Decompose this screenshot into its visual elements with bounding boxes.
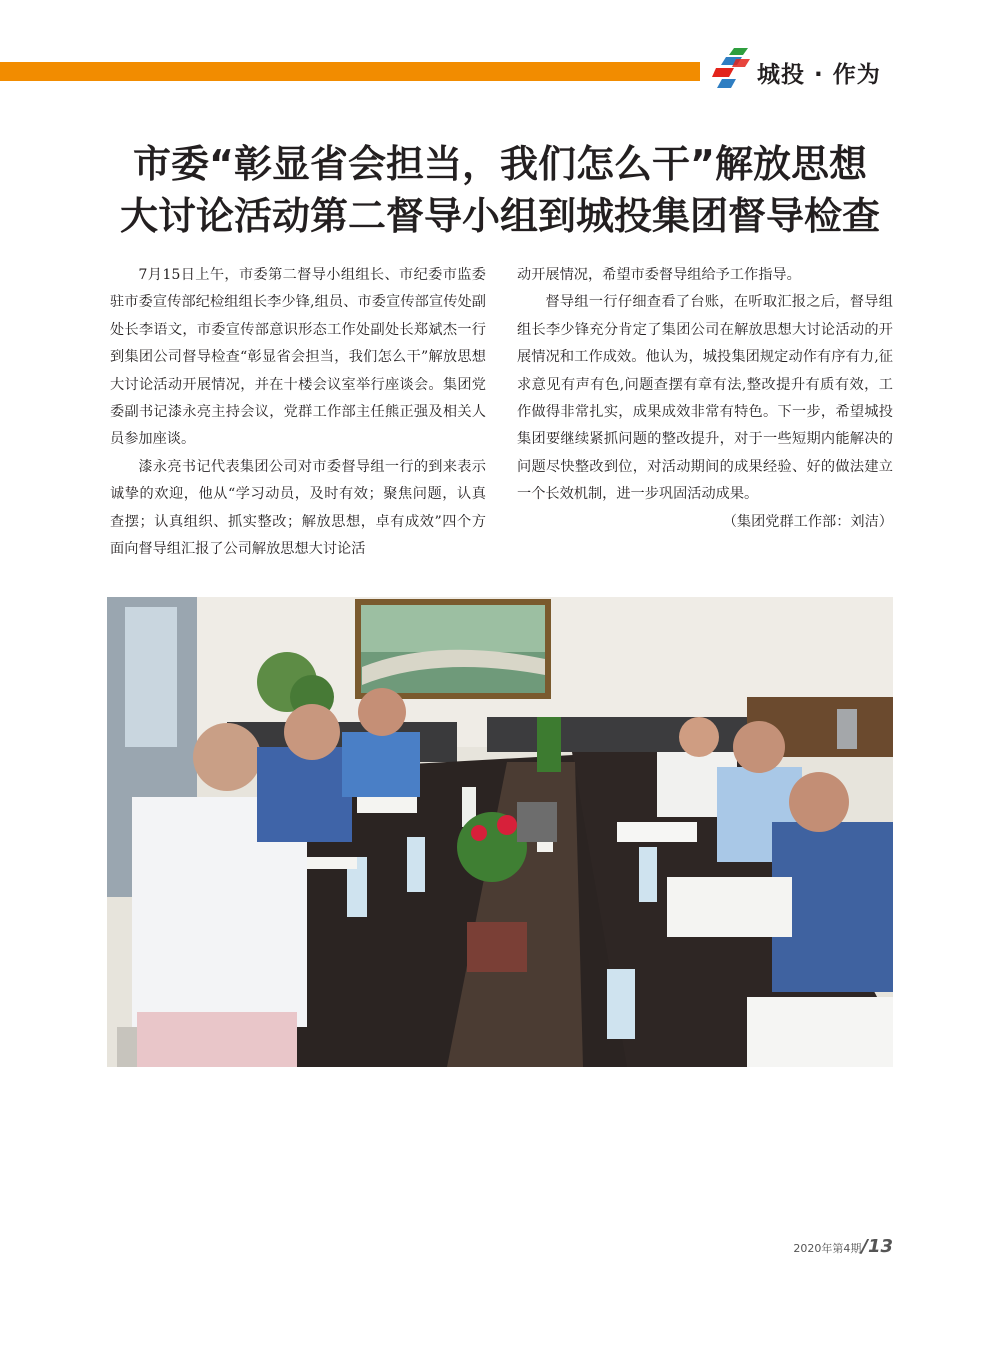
article-paragraph-continuation: 动开展情况，希望市委督导组给予工作指导。 (517, 267, 801, 283)
article-title-line-2: 大讨论活动第二督导小组到城投集团督导检查 (119, 194, 880, 238)
article-column-right (517, 262, 893, 536)
article-paragraph: 7月15日上午，市委第二督导小组组长、市纪委市监委驻市委宣传部纪检组组长李少锋,组员、市委宣传部宣传处副处长李语文，市委宣传部意识形态工作处副处长郑斌杰一行到集团公司督导检查“彰显省会担当，我们怎么干”解放思想大讨论活动开展情况，并在十楼会议室举行座谈会。集团党委副书记漆永亮主持会议，党群工作部主任熊正强及相关人员参加座谈。 (110, 267, 486, 448)
article-title-line-1: 市委“彰显省会担当，我们怎么干”解放思想 (133, 142, 867, 186)
article-paragraph: 督导组一行仔细查看了台账，在听取汇报之后，督导组组长李少锋充分肯定了集团公司在解放思想大讨论活动的开展情况和工作成效。他认为，城投集团规定动作有序有力,征求意见有声有色,问题查摆有章有法,整改提升有质有效，工作做得非常扎实，成果成效非常有特色。下一步，希望城投集团要继续紧抓问题的整改提升，对于一些短期内能解决的问题尽快整改到位，对活动期间的成果经验、好的做法建立一个长效机制，进一步巩固活动成果。 (517, 294, 893, 503)
article-title (0, 138, 1000, 242)
article-column-left (110, 262, 486, 563)
article-byline: （集团党群工作部：刘洁） (722, 513, 893, 530)
issue-label: 2020年第4期 (793, 1242, 862, 1255)
chengtou-logo-icon (712, 46, 752, 92)
article-paragraph: 漆永亮书记代表集团公司对市委督导组一行的到来表示诚挚的欢迎，他从“学习动员，及时有效；聚焦问题，认真查摆；认真组织、抓实整改；解放思想，卓有成效”四个方面向督导组汇报了公司解放思想大讨论活 (110, 458, 486, 558)
section-title: 城投 · 作为 (757, 62, 881, 88)
meeting-photo (107, 597, 893, 1067)
header-accent-bar (0, 62, 700, 81)
page-number: 13 (867, 1236, 893, 1257)
page-separator: / (861, 1236, 868, 1257)
page-footer (793, 1236, 893, 1257)
